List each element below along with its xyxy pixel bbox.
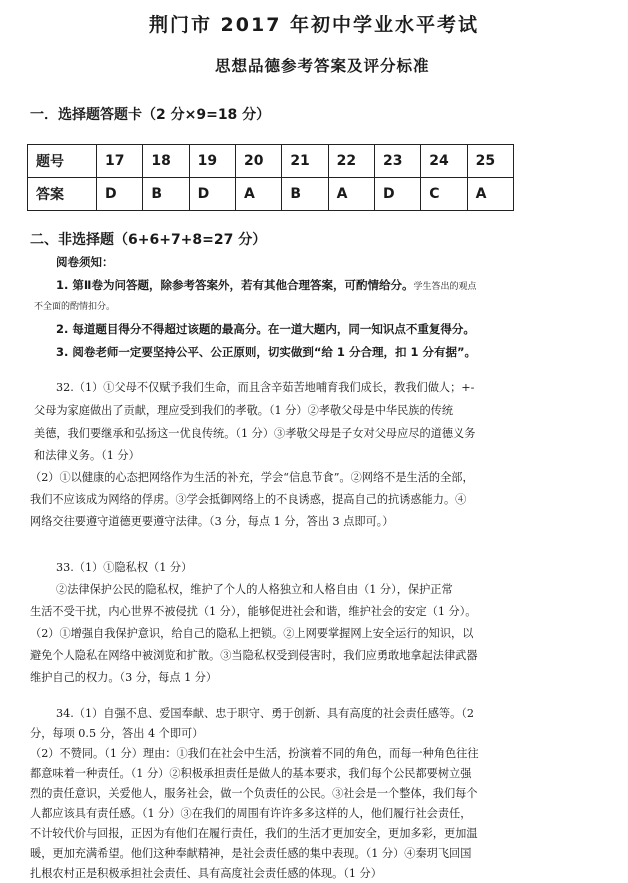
row-label-answer: 答案 — [28, 178, 97, 211]
q34-line: 都意味着一种责任。（1 分）②积极承担责任是做人的基本要求，我们每个公民都要树立强 — [30, 767, 472, 780]
table-cell: B — [282, 178, 328, 211]
q34-line: 扎根农村正是积极承担社会责任、具有高度社会责任感的体现。（1 分） — [30, 867, 382, 880]
q33-line: ②法律保护公民的隐私权，维护了个人的人格独立和人格自由（1 分），保护正常 — [56, 583, 453, 596]
notice-item-2: 2. 每道题目得分不得超过该题的最高分。在一道大题内，同一知识点不重复得分。 — [56, 322, 475, 336]
notice-item-1-text: 1. 第Ⅱ卷为问答题，除参考答案外，若有其他合理答案，可酌情给分。 — [56, 278, 414, 292]
table-cell: 19 — [189, 145, 235, 178]
notice-title: 阅卷须知： — [56, 255, 114, 269]
table-cell: A — [328, 178, 374, 211]
q34-line: 暖，更加充满希望。他们这种奉献精神，是社会责任感的集中表现。（1 分）④秦玥飞回国 — [30, 847, 472, 860]
q33-line: 33.（1）①隐私权（1 分） — [56, 561, 193, 574]
q32-line: （2）①以健康的心态把网络作为生活的补充，学会“信息节食”。②网络不是生活的全部， — [30, 471, 474, 484]
table-cell: 20 — [235, 145, 281, 178]
q32-line: 32.（1）①父母不仅赋予我们生命，而且含辛茹苦地哺育我们成长，教我们做人；+- — [56, 381, 475, 394]
section1-heading: 一．选择题答题卡（2 分×9=18 分） — [30, 107, 271, 123]
table-cell: 22 — [328, 145, 374, 178]
page-title: 荆门市 2017 年初中学业水平考试 — [148, 14, 480, 36]
notice-item-1-note: 学生答出的观点 — [413, 282, 477, 292]
table-cell: 24 — [421, 145, 467, 178]
q34-line: 烈的责任意识，关爱他人，服务社会，做一个负责任的公民。③社会是一个整体，我们每个 — [30, 787, 478, 800]
q33-line: （2）①增强自我保护意识，给自己的隐私上把锁。②上网要掌握网上安全运行的知识，以 — [30, 627, 474, 640]
q32-line: 美德，我们要继承和弘扬这一优良传统。（1 分）③孝敬父母是子女对父母应尽的道德义务 — [34, 427, 476, 440]
answer-table — [27, 144, 514, 211]
notice-item-3: 3. 阅卷老师一定要坚持公平、公正原则，切实做到“给 1 分合理，扣 1 分有据”。 — [56, 345, 477, 359]
table-cell: D — [189, 178, 235, 211]
page-subtitle: 思想品德参考答案及评分标准 — [215, 57, 430, 75]
answer-row — [28, 178, 514, 211]
q32-line: 父母为家庭做出了贡献，理应受到我们的孝敬。（1 分）②孝敬父母是中华民族的传统 — [34, 404, 454, 417]
table-cell: 17 — [97, 145, 143, 178]
q34-line: （2）不赞同。（1 分）理由：①我们在社会中生活，扮演着不同的角色，而每一种角色往往 — [30, 747, 479, 760]
notice-item-1-cont: 不全面的酌情扣分。 — [34, 302, 116, 312]
table-cell: 25 — [467, 145, 513, 178]
q34-line: 人都应该具有责任感。（1 分）③在我们的周围有许许多多这样的人，他们履行社会责任， — [30, 807, 472, 820]
table-cell: B — [143, 178, 189, 211]
q32-line: 我们不应该成为网络的俘虏。③学会抵御网络上的不良诱惑，提高自己的抗诱惑能力。④ — [30, 493, 467, 506]
table-cell: A — [235, 178, 281, 211]
table-cell: C — [421, 178, 467, 211]
q34-line: 不计较代价与回报，正因为有他们在履行责任，我们的生活才更加安全，更加多彩，更加温 — [30, 827, 478, 840]
table-cell: 23 — [374, 145, 420, 178]
q34-line: 34.（1）自强不息、爱国奉献、忠于职守、勇于创新、具有高度的社会责任感等。（2 — [56, 707, 474, 720]
q34-line: 分，每项 0.5 分，答出 4 个即可） — [30, 727, 204, 740]
table-cell: A — [467, 178, 513, 211]
table-cell: D — [374, 178, 420, 211]
notice-item-1 — [56, 276, 476, 297]
row-label-number: 题号 — [28, 145, 97, 178]
q33-line: 避免个人隐私在网络中被浏览和扩散。③当隐私权受到侵害时，我们应勇敢地拿起法律武器 — [30, 649, 478, 662]
table-cell: D — [97, 178, 143, 211]
q32-line: 网络交往要遵守道德更要遵守法律。（3 分，每点 1 分，答出 3 点即可。） — [30, 515, 394, 528]
section2-heading: 二、非选择题（6+6+7+8=27 分） — [30, 232, 267, 248]
q33-line: 生活不受干扰，内心世界不被侵扰（1 分），能够促进社会和谐，维护社会的安定（1 分）。 — [30, 605, 477, 618]
table-cell: 21 — [282, 145, 328, 178]
table-cell: 18 — [143, 145, 189, 178]
question-number-row — [28, 145, 514, 178]
q32-line: 和法律义务。（1 分） — [34, 449, 140, 462]
q33-line: 维护自己的权力。（3 分，每点 1 分） — [30, 671, 218, 684]
